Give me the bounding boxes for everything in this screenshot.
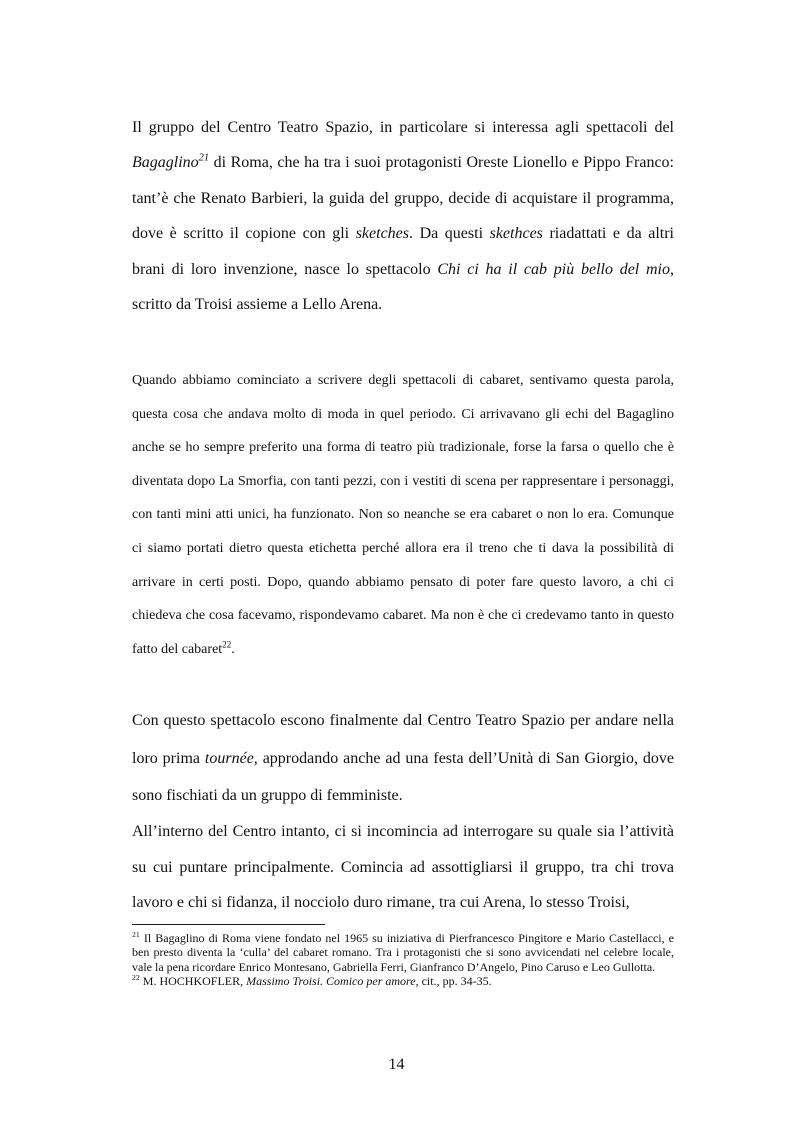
footnote-text: M. HOCHKOFLER, [139, 973, 247, 988]
text-run: , scritto da Troisi assieme a Lello Arena. [132, 260, 674, 314]
paragraph-tournee [132, 702, 674, 815]
text-run: , approdando anche ad una festa dell’Unità di San Giorgio, dove sono fischiati da un gruppo di femministe. [132, 749, 675, 804]
footnote-ref-label: 21 [198, 153, 210, 165]
footnotes [132, 931, 674, 988]
footnote-text: , cit., pp. 34-35. [415, 973, 492, 988]
text-run: All’interno del Centro intanto, ci si incomincia ad interrogare su quale sia l’attività su cui puntare principalmente. Comincia ad assottigliarsi il gruppo, tra chi trova lavoro e chi si fidanza, il nocciolo duro rimane, tra cui Arena, lo stesso Troisi, [132, 823, 674, 911]
footnote-number: 21 [132, 930, 140, 939]
text-run: riadattati e da altri brani di loro invenzione, nasce lo spettacolo [132, 225, 675, 278]
quote-text: Quando abbiamo cominciato a scrivere degli spettacoli di cabaret, sentivamo questa parola, questa cosa che andava molto di moda in quel periodo. Ci arrivavano gli echi del Bagaglino anche se ho sempre preferito una forma di teatro più tradizionale, forse la farsa o quello che è diventata dopo La Smorfia, con tanti pezzi, con i vestiti di scena per rappresentare i personaggi, con tanti mini atti unici, ha funzionato. Non so neanche se era cabaret o non lo era. Comunque ci siamo portati dietro questa etichetta perché allora era il treno che ti dava la possibilità di arrivare in certi posti. Dopo, quando abbiamo pensato di poter fare questo lavoro, a chi ci chiedeva che cosa facevamo, rispondevamo cabaret. Ma non è che ci credevamo tanto in questo fatto del cabaret [132, 373, 674, 657]
block-quote [132, 364, 674, 666]
footnote-ref-22[interactable]: 22 [222, 639, 232, 650]
text-run: di Roma, che ha tra i suoi protagonisti Oreste Lionello e Pippo Franco: tant’è che Renato Barbieri, la guida del gruppo, decide di acquistare il programma, dove è scritto il copione con gli [132, 154, 674, 243]
footnote-number: 22 [132, 972, 140, 982]
show-title: Chi ci ha il cab più bello del mio [437, 260, 670, 278]
paragraph-bagaglino [132, 110, 674, 322]
footnote-21 [132, 931, 674, 974]
book-title: Massimo Troisi. Comico per amore [246, 973, 416, 988]
italic-text: skethces [489, 225, 543, 243]
italic-text: sketches [355, 225, 410, 243]
text-run: . Da questi [409, 225, 490, 243]
footnote-text: Il Bagaglino di Roma viene fondato nel 1965 su iniziativa di Pierfrancesco Pingitore e Mario Castellacci, e ben presto diventa la ‘culla’ del cabaret romano. Tra i protagonisti che si sono avvicendati nel celebre locale, vale la pena ricordare Enrico Montesano, Gabriella Ferri, Gianfranco D’Angelo, Pino Caruso e Leo Gullotta. [132, 931, 674, 974]
text-run: Il gruppo del Centro Teatro Spazio, in particolare si interessa agli spettacoli del [132, 119, 674, 136]
page-number: 14 [388, 1056, 405, 1073]
footnote-ref-21[interactable] [199, 153, 209, 164]
footnote-22 [132, 974, 674, 988]
italic-text: Bagaglino [132, 154, 199, 172]
footnote-separator [132, 924, 325, 925]
paragraph-centro [132, 814, 674, 921]
quote-end: . [231, 641, 235, 657]
text-run: Con questo spettacolo escono finalmente dal Centro Teatro Spazio per andare nella loro prima [132, 712, 674, 767]
italic-text: tournée [204, 749, 254, 767]
